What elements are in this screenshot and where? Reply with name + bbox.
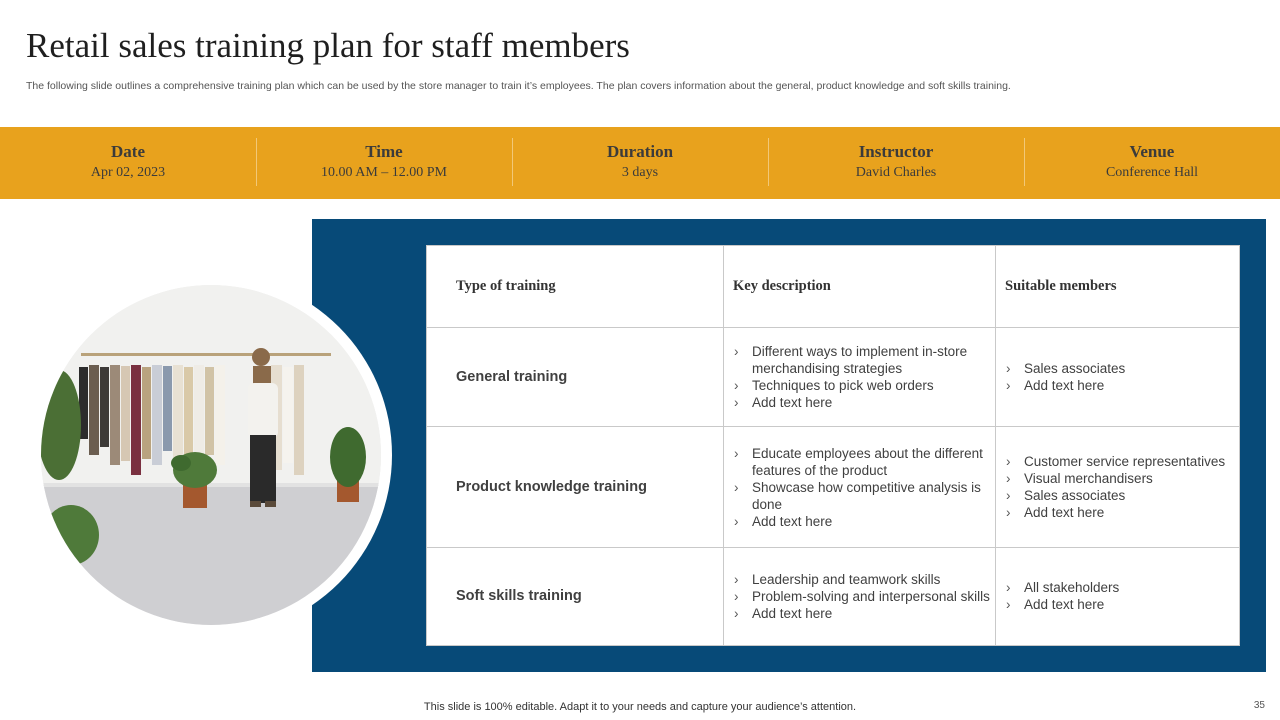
members-cell [996, 427, 1240, 547]
info-label: Duration [606, 142, 674, 161]
table-row [427, 328, 1240, 427]
description-cell [724, 427, 996, 547]
info-value: 3 days [621, 165, 659, 180]
info-bar [0, 127, 1280, 199]
list-item: › Add text here [1005, 377, 1239, 394]
info-instructor [768, 142, 1024, 184]
table-row [427, 547, 1240, 645]
training-type: Product knowledge training [427, 427, 724, 547]
info-time [256, 142, 512, 184]
list-item: › Problem-solving and interpersonal skills [733, 588, 995, 605]
members-cell [996, 328, 1240, 427]
list-item: › Techniques to pick web orders [733, 377, 995, 394]
list-item: › Visual merchandisers [1005, 470, 1239, 487]
header-type: Type of training [427, 246, 724, 328]
info-value: Apr 02, 2023 [90, 165, 166, 180]
info-venue [1024, 142, 1280, 184]
description-list [733, 445, 995, 530]
description-cell [724, 328, 996, 427]
header-description: Key description [724, 246, 996, 328]
list-item: › Sales associates [1005, 487, 1239, 504]
description-cell [724, 547, 996, 645]
training-type: Soft skills training [427, 547, 724, 645]
info-label: Venue [1129, 142, 1175, 161]
list-item: › Educate employees about the different features of the product [733, 445, 995, 479]
info-value: David Charles [855, 165, 937, 180]
info-duration [512, 142, 768, 184]
description-list [733, 343, 995, 411]
clothing-rack-illustration [41, 285, 381, 625]
info-label: Date [111, 142, 145, 161]
list-item: › Customer service representatives [1005, 453, 1239, 470]
list-item: › Leadership and teamwork skills [733, 571, 995, 588]
training-table [426, 245, 1240, 646]
table-row [427, 427, 1240, 547]
members-list [1005, 360, 1239, 394]
slide-subtitle: The following slide outlines a comprehensive training plan which can be used by the store manager to train it’s employees. The plan covers information about the general, product knowledge and soft skills training. [26, 80, 1011, 92]
list-item: › Add text here [1005, 596, 1239, 613]
list-item: › Add text here [733, 394, 995, 411]
list-item: › All stakeholders [1005, 579, 1239, 596]
slide-footer: This slide is 100% editable. Adapt it to your needs and capture your audience’s attention. [423, 701, 857, 713]
members-list [1005, 453, 1239, 521]
info-value: 10.00 AM – 12.00 PM [320, 165, 448, 180]
page-number: 35 [1253, 700, 1265, 711]
info-date [0, 142, 256, 184]
store-photo [41, 285, 381, 625]
members-cell [996, 547, 1240, 645]
info-value: Conference Hall [1105, 165, 1199, 180]
table-header-row [427, 246, 1240, 328]
list-item: › Add text here [733, 513, 995, 530]
list-item: › Showcase how competitive analysis is done [733, 479, 995, 513]
header-members: Suitable members [996, 246, 1240, 328]
slide-title: Retail sales training plan for staff members [26, 26, 630, 65]
description-list [733, 571, 995, 622]
list-item: › Add text here [733, 605, 995, 622]
info-label: Time [365, 142, 403, 161]
training-type: General training [427, 328, 724, 427]
list-item: › Add text here [1005, 504, 1239, 521]
list-item: › Sales associates [1005, 360, 1239, 377]
list-item: › Different ways to implement in-store merchandising strategies [733, 343, 995, 377]
info-label: Instructor [858, 142, 934, 161]
members-list [1005, 579, 1239, 613]
